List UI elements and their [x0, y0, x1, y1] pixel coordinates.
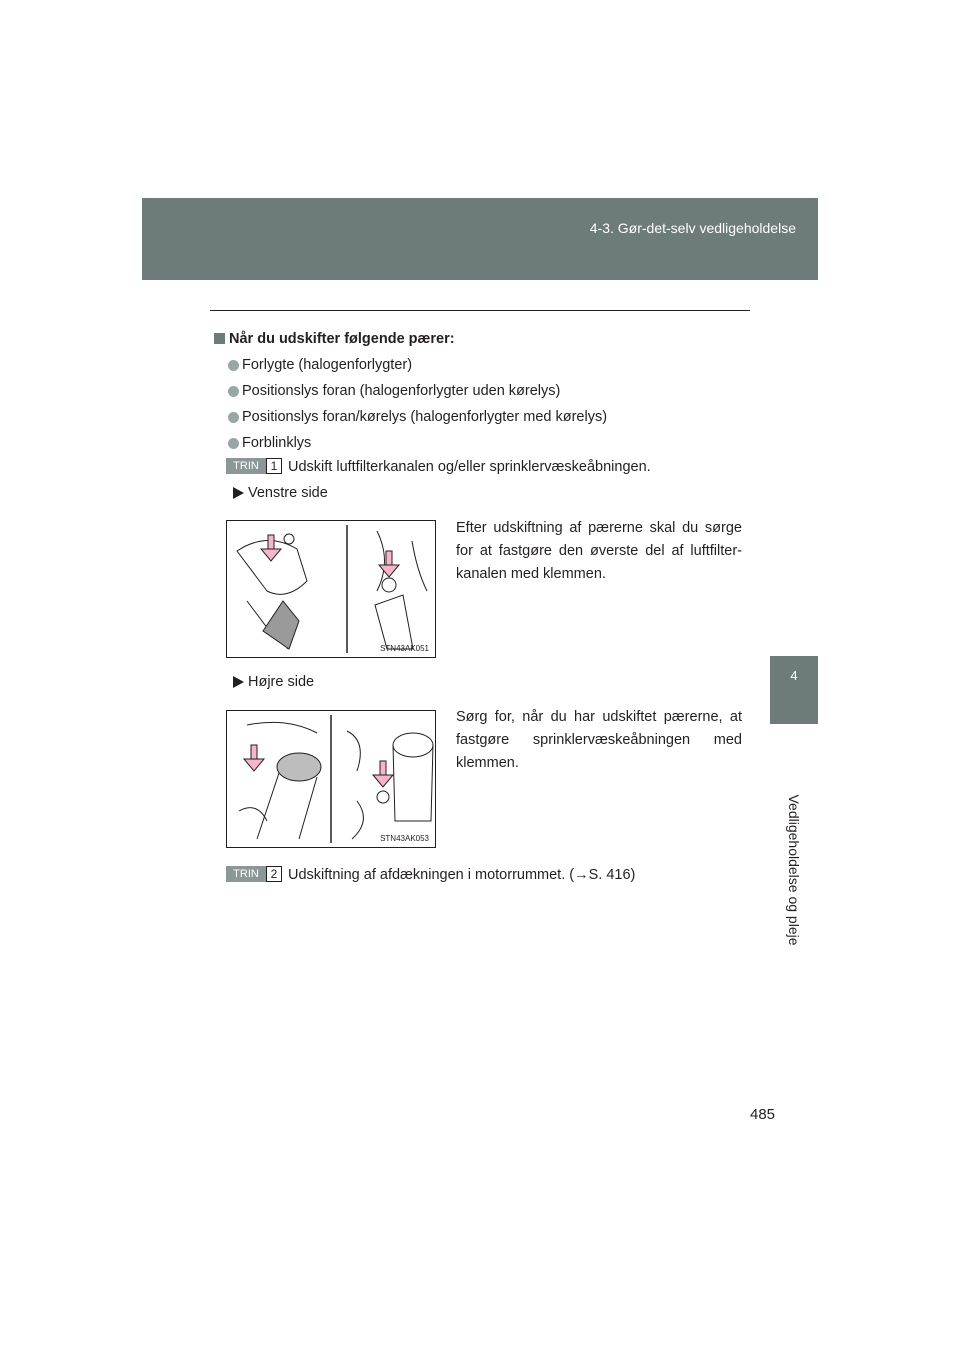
bullet-icon	[228, 438, 239, 449]
chapter-label: Vedligeholdelse og pleje	[786, 794, 802, 946]
step-badge-label: TRIN	[226, 458, 266, 474]
figure-code: STN43AK051	[380, 644, 429, 653]
engine-bay-illustration	[227, 711, 435, 847]
bullet-item: Forblinklys	[242, 435, 312, 451]
bullet-item: Forlygte (halogenforlygter)	[242, 357, 413, 373]
header-band	[142, 198, 818, 280]
right-side-note: Sørg for, når du har udskiftet pærerne, at fastgøre sprinklervæskeåbningen med klemmen.	[456, 709, 742, 771]
step-badge	[226, 458, 282, 474]
engine-bay-illustration	[227, 521, 435, 657]
bullet-item: Positionslys foran (halogenforlygter uden kørelys)	[242, 383, 561, 399]
right-side-figure	[226, 710, 436, 848]
left-side-label: Venstre side	[248, 485, 328, 501]
left-side-figure	[226, 520, 436, 658]
step-text: Udskiftning af afdækningen i motorrummet. (→S. 416)	[288, 867, 636, 883]
bullet-icon	[228, 360, 239, 371]
triangle-bullet-icon	[233, 487, 244, 499]
chapter-number: 4	[790, 668, 798, 683]
step-badge-number: 2	[266, 866, 282, 882]
left-side-note: Efter udskiftning af pærerne skal du sørge for at fastgøre den øverste del af luftfilter-kanalen med klemmen.	[456, 520, 742, 582]
step-badge-label: TRIN	[226, 866, 266, 882]
square-bullet-icon	[214, 333, 225, 344]
section-heading: Når du udskifter følgende pærer:	[229, 331, 455, 347]
figure-code: STN43AK053	[380, 834, 429, 843]
triangle-bullet-icon	[233, 676, 244, 688]
top-rule	[210, 310, 750, 311]
step-badge-number: 1	[266, 458, 282, 474]
bullet-icon	[228, 412, 239, 423]
step-text: Udskift luftfilterkanalen og/eller sprinklervæskeåbningen.	[288, 459, 651, 475]
step-badge	[226, 866, 282, 882]
page-number: 485	[750, 1106, 776, 1123]
section-title: 4-3. Gør-det-selv vedligeholdelse	[589, 220, 796, 236]
right-side-label: Højre side	[248, 674, 315, 690]
bullet-item: Positionslys foran/kørelys (halogenforlygter med kørelys)	[242, 409, 608, 425]
chapter-tab	[770, 656, 818, 724]
bullet-icon	[228, 386, 239, 397]
